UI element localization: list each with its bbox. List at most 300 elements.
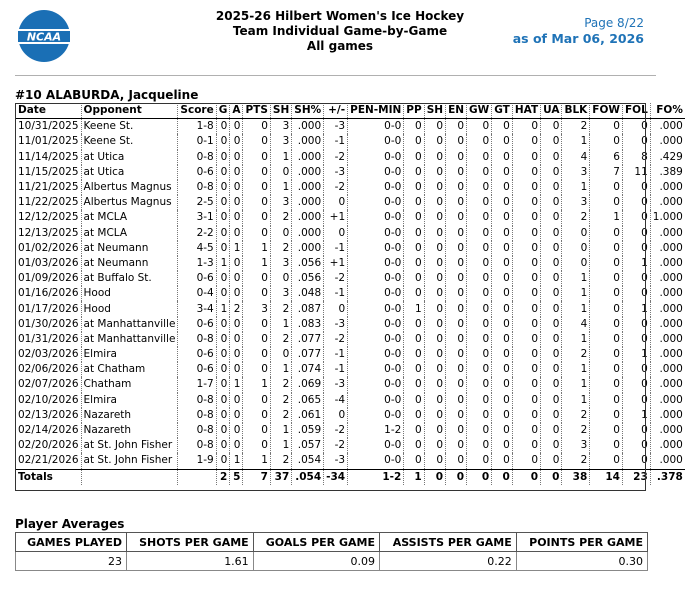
table-cell: 1 — [230, 377, 243, 392]
table-cell: 2 — [270, 332, 291, 347]
table-cell: 0 — [541, 362, 562, 377]
table-cell: 0 — [216, 195, 230, 210]
table-cell: 0 — [512, 453, 540, 469]
table-cell: -3 — [324, 119, 348, 135]
table-cell: 0 — [622, 362, 650, 377]
table-cell: 0 — [404, 271, 424, 286]
table-cell: 0 — [467, 377, 492, 392]
table-cell: 0 — [324, 408, 348, 423]
column-header: +/- — [324, 103, 348, 119]
player-averages-table — [15, 532, 648, 571]
table-cell: -3 — [324, 377, 348, 392]
totals-cell: Totals — [16, 469, 81, 485]
table-cell: 0 — [446, 453, 467, 469]
table-cell: 0 — [590, 134, 623, 149]
table-cell: 0 — [622, 226, 650, 241]
column-header: Opponent — [81, 103, 178, 119]
table-cell: 0 — [590, 362, 623, 377]
table-cell: 0 — [404, 226, 424, 241]
table-cell: 0 — [230, 332, 243, 347]
table-cell: 0 — [424, 256, 445, 271]
table-cell: 0 — [424, 286, 445, 301]
table-cell: 0 — [243, 317, 270, 332]
table-cell: 0 — [424, 362, 445, 377]
table-cell: 0-8 — [178, 150, 216, 165]
table-cell: 0 — [590, 393, 623, 408]
table-cell: 0-8 — [178, 408, 216, 423]
table-cell: 11/01/2025 — [18, 135, 79, 148]
table-cell: 2 — [270, 377, 291, 392]
table-cell: -1 — [324, 347, 348, 362]
column-header: UA — [541, 103, 562, 119]
table-cell: 0 — [446, 332, 467, 347]
table-cell: 6 — [590, 150, 623, 165]
table-cell: 0 — [541, 393, 562, 408]
table-cell: .000 — [650, 453, 685, 469]
table-cell: 0 — [541, 332, 562, 347]
table-cell: 0 — [492, 393, 513, 408]
table-row — [16, 226, 685, 241]
table-cell: 0 — [512, 150, 540, 165]
table-cell: 2 — [562, 119, 590, 135]
table-cell: 0 — [590, 195, 623, 210]
table-cell: .000 — [650, 241, 685, 256]
averages-title: Player Averages — [15, 517, 125, 531]
totals-cell: 0 — [541, 469, 562, 485]
table-cell: 0 — [446, 271, 467, 286]
table-cell: 0 — [512, 408, 540, 423]
table-cell: 0 — [492, 408, 513, 423]
table-cell: 0 — [404, 165, 424, 180]
table-cell: .000 — [292, 226, 324, 241]
table-cell: 0 — [270, 226, 291, 241]
table-cell: 0-8 — [178, 180, 216, 195]
table-cell: 0 — [492, 180, 513, 195]
table-cell: 1 — [562, 180, 590, 195]
table-cell: 0 — [424, 377, 445, 392]
table-cell: -1 — [324, 134, 348, 149]
page-number: Page 8/22 — [584, 16, 644, 30]
table-cell: .000 — [650, 347, 685, 362]
table-cell: 2 — [270, 241, 291, 256]
table-cell: 0 — [230, 317, 243, 332]
table-cell: 0 — [512, 165, 540, 180]
table-cell: 0 — [541, 119, 562, 135]
table-cell: 02/20/2026 — [18, 439, 79, 452]
table-cell: 1 — [562, 134, 590, 149]
table-cell: 0 — [424, 150, 445, 165]
table-cell: 0 — [424, 332, 445, 347]
table-cell: 1 — [622, 256, 650, 271]
table-cell: 3 — [270, 256, 291, 271]
table-cell: 0 — [541, 301, 562, 316]
table-cell: 0-8 — [178, 438, 216, 453]
table-row — [16, 119, 685, 135]
table-cell: 0 — [622, 119, 650, 135]
table-cell: 0 — [467, 134, 492, 149]
table-cell: Elmira — [81, 347, 178, 362]
table-cell: 0 — [622, 210, 650, 225]
table-cell: 0 — [541, 241, 562, 256]
column-header: GT — [492, 103, 513, 119]
table-cell: Nazareth — [81, 423, 178, 438]
table-cell: 1-2 — [348, 423, 404, 438]
table-cell: 0 — [492, 134, 513, 149]
column-header: EN — [446, 103, 467, 119]
table-cell: 2 — [562, 423, 590, 438]
table-cell: 0-0 — [348, 453, 404, 469]
table-cell: 0 — [404, 119, 424, 135]
report-title-line3: All games — [306, 39, 374, 53]
table-cell: Nazareth — [81, 408, 178, 423]
table-cell: 0 — [424, 347, 445, 362]
table-cell: 2 — [270, 453, 291, 469]
table-cell: 0 — [424, 438, 445, 453]
table-cell: 0-0 — [348, 332, 404, 347]
table-cell: 0 — [230, 150, 243, 165]
table-cell: 0 — [512, 256, 540, 271]
table-cell: 0 — [216, 453, 230, 469]
table-row — [16, 210, 685, 225]
table-cell: 2 — [562, 408, 590, 423]
table-cell: at St. John Fisher — [81, 438, 178, 453]
table-row — [16, 286, 685, 301]
table-cell: 0 — [622, 271, 650, 286]
table-cell: 0 — [467, 347, 492, 362]
table-cell: 0-0 — [348, 150, 404, 165]
table-row — [16, 256, 685, 271]
column-header: FOL — [622, 103, 650, 119]
table-cell: 0 — [446, 362, 467, 377]
table-cell: 0-0 — [348, 271, 404, 286]
table-cell: 0 — [404, 347, 424, 362]
column-header: BLK — [562, 103, 590, 119]
table-cell: 1 — [622, 301, 650, 316]
table-cell: 0 — [562, 256, 590, 271]
table-cell: .054 — [292, 453, 324, 469]
table-cell: 0 — [424, 241, 445, 256]
table-cell: .000 — [650, 362, 685, 377]
totals-cell: 0 — [467, 469, 492, 485]
table-cell: 0 — [512, 423, 540, 438]
table-cell: 0-0 — [348, 408, 404, 423]
header-divider — [15, 75, 656, 76]
table-cell: 0 — [216, 377, 230, 392]
table-cell: .429 — [650, 150, 685, 165]
table-cell: .000 — [650, 408, 685, 423]
table-cell: 0 — [512, 393, 540, 408]
table-cell: 0 — [590, 226, 623, 241]
table-cell: 1 — [216, 301, 230, 316]
table-cell: 0 — [446, 195, 467, 210]
table-cell: 0 — [270, 347, 291, 362]
table-cell: 0 — [404, 286, 424, 301]
table-cell: 3 — [243, 301, 270, 316]
table-cell: 0 — [404, 150, 424, 165]
table-cell: 1 — [270, 150, 291, 165]
table-cell: 0 — [512, 119, 540, 135]
table-cell: 0-0 — [348, 393, 404, 408]
table-cell: 0 — [424, 408, 445, 423]
table-cell: 0 — [446, 226, 467, 241]
table-cell: 0 — [467, 393, 492, 408]
table-cell: 0-0 — [348, 119, 404, 135]
table-cell: 0 — [404, 393, 424, 408]
table-cell: 0 — [216, 210, 230, 225]
table-cell: 02/03/2026 — [18, 348, 79, 361]
table-cell: -1 — [324, 286, 348, 301]
table-cell: .000 — [292, 210, 324, 225]
table-cell: -1 — [324, 241, 348, 256]
totals-cell: 14 — [590, 469, 623, 485]
table-cell: 0 — [541, 150, 562, 165]
table-cell: 0 — [446, 408, 467, 423]
table-cell: 0 — [590, 408, 623, 423]
table-cell: 0 — [404, 317, 424, 332]
table-cell: 02/21/2026 — [18, 454, 79, 467]
table-cell: 3 — [562, 165, 590, 180]
column-header: PTS — [243, 103, 270, 119]
totals-cell: 23 — [622, 469, 650, 485]
table-cell: 0 — [230, 408, 243, 423]
table-cell: 1 — [562, 332, 590, 347]
table-cell: 0 — [243, 393, 270, 408]
table-cell: 0 — [541, 286, 562, 301]
ncaa-logo — [15, 8, 73, 64]
table-cell: 0 — [230, 256, 243, 271]
table-cell: 1 — [562, 377, 590, 392]
table-cell: at Manhattanville — [81, 332, 178, 347]
table-cell: 0 — [446, 317, 467, 332]
totals-cell — [81, 469, 178, 485]
table-cell: 1 — [230, 453, 243, 469]
table-cell: 0 — [492, 377, 513, 392]
column-header: SH — [270, 103, 291, 119]
table-cell: 0 — [492, 241, 513, 256]
table-cell: 0 — [541, 195, 562, 210]
table-cell: 1 — [562, 301, 590, 316]
table-cell: 0 — [424, 271, 445, 286]
table-cell: 2 — [562, 453, 590, 469]
table-cell: 2 — [562, 210, 590, 225]
table-cell: 0 — [512, 332, 540, 347]
table-cell: 0 — [512, 438, 540, 453]
table-cell: 0 — [446, 423, 467, 438]
table-cell: 4 — [562, 317, 590, 332]
column-header: HAT — [512, 103, 540, 119]
table-cell: at Chatham — [81, 362, 178, 377]
table-cell: at St. John Fisher — [81, 453, 178, 469]
table-row — [16, 165, 685, 180]
table-cell: .000 — [292, 134, 324, 149]
table-cell: 0 — [492, 423, 513, 438]
table-cell: 0 — [590, 347, 623, 362]
table-cell: 0 — [541, 165, 562, 180]
table-row — [16, 393, 685, 408]
game-by-game-table — [16, 103, 685, 485]
table-cell: 0 — [216, 408, 230, 423]
averages-value: 1.61 — [126, 552, 253, 571]
table-cell: 0 — [216, 332, 230, 347]
table-cell: 0 — [446, 180, 467, 195]
table-cell: .000 — [650, 286, 685, 301]
table-cell: 1 — [270, 362, 291, 377]
table-cell: 0 — [512, 286, 540, 301]
table-cell: 0 — [404, 210, 424, 225]
table-cell: 0 — [492, 165, 513, 180]
table-cell: 2 — [230, 301, 243, 316]
table-cell: 0 — [216, 393, 230, 408]
table-cell: 12/13/2025 — [18, 226, 79, 239]
table-row — [16, 150, 685, 165]
table-cell: at MCLA — [81, 210, 178, 225]
table-cell: 2-2 — [178, 226, 216, 241]
totals-cell: .378 — [650, 469, 685, 485]
table-cell: 0-0 — [348, 256, 404, 271]
table-cell: 3 — [562, 195, 590, 210]
table-cell: 0 — [622, 453, 650, 469]
table-cell: 0-0 — [348, 301, 404, 316]
table-cell: 0 — [216, 180, 230, 195]
table-cell: Keene St. — [81, 134, 178, 149]
table-cell: 0 — [467, 119, 492, 135]
report-title-line2: Team Individual Game-by-Game — [232, 24, 448, 38]
table-cell: 0-8 — [178, 332, 216, 347]
table-cell: +1 — [324, 256, 348, 271]
table-cell: -2 — [324, 332, 348, 347]
table-cell: 0 — [541, 453, 562, 469]
table-cell: 0 — [562, 226, 590, 241]
totals-cell: 0 — [512, 469, 540, 485]
table-cell: 2 — [270, 408, 291, 423]
table-cell: 0 — [230, 210, 243, 225]
table-cell: 0 — [216, 226, 230, 241]
table-cell: 0 — [230, 195, 243, 210]
table-row — [16, 195, 685, 210]
table-row — [16, 134, 685, 149]
table-cell: 0 — [446, 347, 467, 362]
table-cell: 0 — [446, 377, 467, 392]
table-cell: 0-0 — [348, 180, 404, 195]
totals-cell: 0 — [424, 469, 445, 485]
table-cell: 0 — [492, 271, 513, 286]
table-cell: 1-3 — [178, 256, 216, 271]
table-cell: +1 — [324, 210, 348, 225]
table-cell: 0 — [230, 165, 243, 180]
table-cell: 0 — [492, 332, 513, 347]
table-cell: 11/14/2025 — [18, 150, 79, 163]
table-cell: 1 — [562, 362, 590, 377]
table-cell: 1 — [230, 241, 243, 256]
table-cell: 1 — [216, 256, 230, 271]
table-cell: 1 — [404, 301, 424, 316]
table-cell: 1-9 — [178, 453, 216, 469]
table-cell: 1 — [270, 423, 291, 438]
table-cell: 0 — [512, 347, 540, 362]
table-row — [16, 438, 685, 453]
table-row — [16, 362, 685, 377]
column-header: G — [216, 103, 230, 119]
table-cell: 0 — [424, 301, 445, 316]
table-cell: at MCLA — [81, 226, 178, 241]
table-cell: -2 — [324, 271, 348, 286]
table-cell: 2-5 — [178, 195, 216, 210]
table-cell: 0 — [446, 301, 467, 316]
table-cell: .056 — [292, 256, 324, 271]
table-cell: 8 — [622, 150, 650, 165]
table-cell: .000 — [650, 377, 685, 392]
table-cell: 01/31/2026 — [18, 332, 79, 345]
table-cell: 0 — [492, 362, 513, 377]
table-cell: 3 — [270, 195, 291, 210]
table-cell: .000 — [292, 119, 324, 135]
table-cell: .077 — [292, 347, 324, 362]
table-cell: 1-7 — [178, 377, 216, 392]
table-cell: 0-0 — [348, 347, 404, 362]
table-cell: 0 — [467, 301, 492, 316]
table-cell: 1 — [243, 256, 270, 271]
table-cell: 01/16/2026 — [18, 287, 79, 300]
table-cell: 0-8 — [178, 423, 216, 438]
table-cell: 0 — [467, 241, 492, 256]
table-cell: 0 — [541, 271, 562, 286]
table-cell: 0 — [492, 453, 513, 469]
table-row — [16, 301, 685, 316]
table-cell: 01/09/2026 — [18, 272, 79, 285]
table-cell: 0 — [467, 180, 492, 195]
table-cell: 0 — [492, 119, 513, 135]
table-cell: 0 — [404, 180, 424, 195]
table-cell: 0 — [243, 210, 270, 225]
table-cell: 0-6 — [178, 362, 216, 377]
table-cell: 0 — [270, 165, 291, 180]
table-cell: 4-5 — [178, 241, 216, 256]
table-cell: 02/10/2026 — [18, 393, 79, 406]
table-cell: 0 — [590, 241, 623, 256]
table-cell: 12/12/2025 — [18, 211, 79, 224]
table-cell: 0 — [404, 438, 424, 453]
table-cell: 0 — [446, 256, 467, 271]
table-row — [16, 408, 685, 423]
table-cell: 0 — [243, 226, 270, 241]
totals-cell: .054 — [292, 469, 324, 485]
table-cell: .077 — [292, 332, 324, 347]
table-cell: 3 — [270, 119, 291, 135]
as-of-date: as of Mar 06, 2026 — [512, 31, 644, 46]
table-cell: 0-0 — [348, 286, 404, 301]
table-cell: 0 — [216, 317, 230, 332]
totals-cell: -34 — [324, 469, 348, 485]
averages-header: SHOTS PER GAME — [126, 533, 253, 552]
table-cell: 0 — [404, 241, 424, 256]
table-cell: 0 — [230, 286, 243, 301]
table-cell: 0 — [404, 134, 424, 149]
table-cell: .000 — [650, 317, 685, 332]
column-header: PP — [404, 103, 424, 119]
table-cell: .000 — [650, 332, 685, 347]
table-cell: 0 — [216, 134, 230, 149]
table-row — [16, 317, 685, 332]
table-cell: .057 — [292, 438, 324, 453]
table-cell: 0 — [512, 226, 540, 241]
table-cell: 0 — [590, 453, 623, 469]
table-cell: 0 — [216, 286, 230, 301]
report-title — [150, 9, 530, 54]
table-cell: 0 — [230, 180, 243, 195]
table-cell: 0 — [243, 347, 270, 362]
table-cell: 02/06/2026 — [18, 363, 79, 376]
table-cell: 0 — [216, 438, 230, 453]
